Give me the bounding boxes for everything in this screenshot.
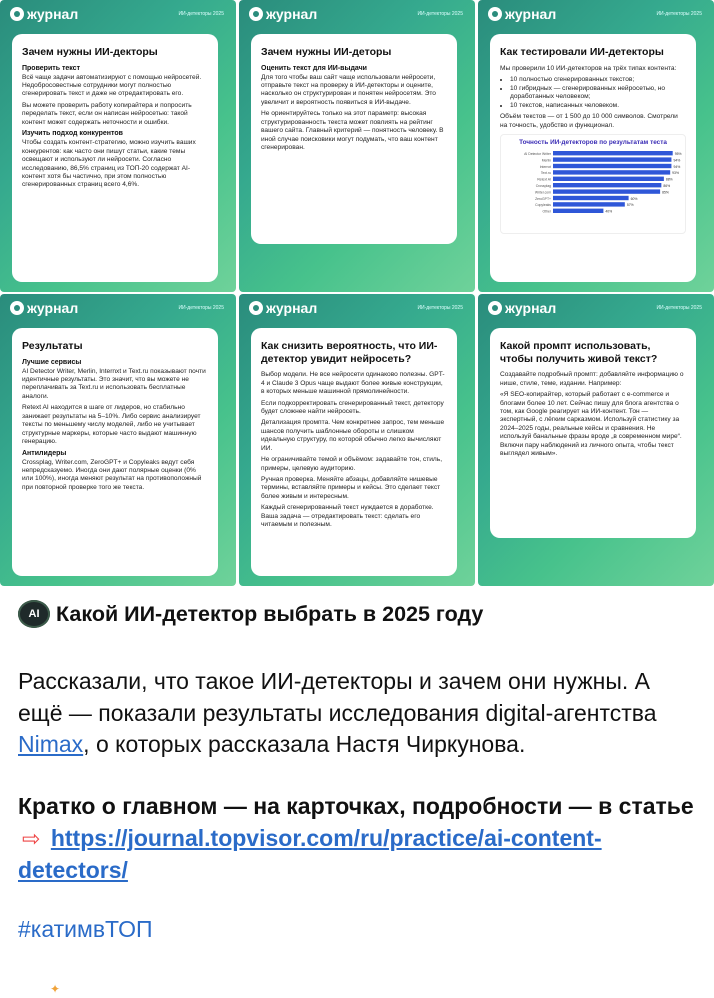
nimax-link[interactable]: Nimax [18,731,84,758]
journal-logo-icon [488,7,502,21]
card-paragraph: Создавайте подробный промпт: добавляйте информацию о нише, стиле, теме, издании. Например: [500,371,684,387]
card-3[interactable] [478,0,714,292]
card-paragraph: Вы можете проверить работу копирайтера и попросить переделать текст, если он написан нейросетью: такой контент может содержать неточности и ошибки. [22,101,192,126]
brand: журнал [249,6,317,22]
chart-tick-label: AI Detector Writer [524,151,551,156]
card-paragraph: Не ограничивайте темой и объёмом: задавайте тон, стиль, примеры, целевую аудиторию. [261,456,443,472]
chart-bar [553,189,660,193]
chart-value-label: 88% [665,177,673,182]
brand: журнал [488,300,556,316]
article-link[interactable]: https://journal.topvisor.com/ru/practice/ai-content-detectors/ [18,824,602,883]
chart-tick-label: Retext AI [537,177,551,182]
chart-tick-label: ZeroGPT+ [535,196,551,201]
chart-bar [553,151,673,155]
chart-tick-label: Internxt [539,164,551,169]
card-paragraph: «Я SEO-копирайтер, который работает с e-commerce и блогами более 10 лет. Сейчас пишу для блога агентства о том, как Google реагирует на ИИ-контент. Тон — экспертный, с лёгким сарказмом. Используй статистику за 2024–2025 годы, реальные кейсы и сравнения. Не используй банальные фразы вроде „в современном мире“. Включи пару наблюдений из личного опыта, чтобы текст выглядел живым». [500,391,682,458]
chart-value-label: 94% [673,164,681,169]
card-paragraph: Crossplag, Writer.com, ZeroGPT+ и Copyleaks ведут себя непредсказуемо. Иногда они дают полярные оценки (0% или 100%), иногда меняют результат на противоположный при повторной проверке того же текста. [22,458,202,491]
brand: журнал [249,300,317,316]
chart-value-label: 95% [674,151,682,156]
card-tag: ИИ-детекторы 2025 [656,11,702,17]
chart-value-label: 93% [672,170,679,175]
journal-logo-icon [249,7,263,21]
card-title: Зачем нужны ИИ-декторы [22,46,158,58]
card-paragraph: Чтобы создать контент-стратегию, можно изучить ваших конкурентов: как часто они пишут статьи, какие темы освещают и используют ли нейросети. Согласно исследованию, 86,5% страниц из ТОП-20 содержат AI-контент хотя бы частично, при этом полностью сгенерированных страниц всего 4,6%. [22,139,196,189]
card-panel [490,328,696,538]
card-subheading: Антилидеры [22,449,67,457]
ai-brain-icon: AI [18,600,50,628]
card-tag: ИИ-детекторы 2025 [417,305,463,311]
post-paragraph-2: Кратко о главном — на карточках, подробности — в статье ⇨ https://journal.topvisor.com/ru/practice/ai-content-detectors/ [18,793,694,883]
card-title: Результаты [22,340,83,352]
chart-bar [553,195,629,199]
card-4[interactable] [0,294,236,586]
card-6[interactable] [478,294,714,586]
card-tag: ИИ-детекторы 2025 [656,305,702,311]
brand: журнал [10,6,78,22]
journal-logo-icon [10,7,24,21]
chart-bar [553,176,664,180]
chart-svg [507,149,691,217]
chart-tick-label: Other [542,209,551,214]
card-subheading: Проверить текст [22,64,80,72]
chart-value-label: 60% [630,196,638,201]
card-subheading: Лучшие сервисы [22,358,82,366]
journal-logo-icon [488,301,502,315]
sparkle-icon: ✦ [50,982,61,996]
chart-value-label: 40% [605,209,613,214]
card-paragraph: Ручная проверка. Меняйте абзацы, добавляйте нишевые термины, вставляйте примеры и кейсы. Это сделает текст более живым и интересным. [261,476,441,500]
list-item: • 10 полностью сгенерированных текстов; [510,76,686,85]
card-1[interactable] [0,0,236,292]
list-item: • 10 гибридных — сгенерированных нейросетью, но доработанных человеком; [510,85,686,102]
bullet-list [510,76,686,110]
card-paragraph: Retext AI находится в шаге от лидеров, но стабильно занижает результаты на 5–10%. Либо сервис анализирует тексты по меньшему числу моделей, либо не учитывает структурные маркеры, которые часто выдают машинную генерацию. [22,404,201,446]
accuracy-chart [500,134,686,234]
chart-tick-label: Crossplag [535,183,551,188]
card-paragraph: Детализация промпта. Чем конкретнее запрос, тем меньше шансов получить шаблонные обороты и слишком идеальную структуру, по которой обычно легко вычисляют ИИ. [261,419,445,452]
list-item: • 10 текстов, написанных человеком. [510,102,686,111]
chart-bar [553,202,625,206]
card-title: Как тестировали ИИ-детекторы [500,46,664,58]
card-panel [251,34,457,244]
card-paragraph: Выбор модели. Не все нейросети одинаково полезны. GPT-4 и Claude 3 Opus чаще выдают более живые конструкции, в которых меньше машинной прямолинейности. [261,371,445,396]
chart-bar [553,208,603,212]
card-subheading: Изучить подход конкурентов [22,130,123,138]
card-title: Какой промпт использовать, чтобы получить живой текст? [500,340,658,365]
card-paragraph: Каждый сгенерированный текст нуждается в доработке. Ваша задача — отредактировать текст: сделать его читаемым и полезным. [261,504,434,529]
arrow-right-icon: ⇨ [22,825,41,851]
chart-value-label: 85% [662,189,669,194]
card-panel [490,34,696,282]
chart-bar [553,157,671,161]
chart-bar [553,183,661,187]
chart-value-label: 94% [673,157,681,162]
post-body [18,600,698,943]
post-title-row [18,600,698,628]
card-panel [12,34,218,282]
chart-tick-label: Text.ru [540,170,551,175]
card-paragraph: Не ориентируйтесь только на этот параметр: высокая структурированность текста может повлиять на рейтинг вашего сайта. Главный критерий — понятность человеку. В иной случае поисковики могут подумать, что ваш контент сгенерирован. [261,110,444,152]
card-panel [251,328,457,576]
card-2[interactable] [239,0,475,292]
chart-bar [553,170,670,174]
card-5[interactable] [239,294,475,586]
card-paragraph: Если подкорректировать сгенерированный текст, детектору будет сложнее найти нейросеть. [261,399,444,415]
card-tag: ИИ-детекторы 2025 [178,305,224,311]
hashtag-link[interactable]: #катимвТОП [18,916,153,943]
chart-tick-label: Writer.com [534,189,551,194]
card-paragraph: AI Detector Writer, Merlin, Internxt и Text.ru показывают почти идентичные результаты. Это значит, что вы можете не переплачивать за Text.ru и использовать бесплатные аналоги. [22,367,206,400]
card-outro: Объём текстов — от 1 500 до 10 000 символов. Смотрели на точность, удобство и функционал. [500,113,678,129]
chart-bar [553,163,671,167]
post-title: Какой ИИ-детектор выбрать в 2025 году [56,601,484,626]
card-tag: ИИ-детекторы 2025 [178,11,224,17]
post-paragraph-1: Рассказали, что такое ИИ-детекторы и зачем они нужны. А ещё — показали результаты исследования digital-агентства Nimax, о которых рассказала Настя Чиркунова. [18,668,657,758]
card-tag: ИИ-детекторы 2025 [417,11,463,17]
journal-logo-icon [249,301,263,315]
chart-title: Точность ИИ-детекторов по результатам теста [519,139,667,147]
chart-tick-label: Copyleaks [535,202,551,207]
chart-value-label: 57% [626,202,634,207]
card-intro: Мы проверили 10 ИИ-детекторов на трёх типах контента: [500,64,677,72]
card-subheading: Оценить текст для ИИ-выдачи [261,64,367,72]
card-paragraph: Для того чтобы ваш сайт чаще использовали нейросети, отправьте текст на проверку в ИИ-детекторы и оцените, насколько он структурирован и понятен нейросетям. Это увеличит и вероятность появиться в ИИ-выдаче. [261,73,436,106]
card-panel [12,328,218,576]
card-title: Зачем нужны ИИ-деторы [261,46,392,58]
chart-value-label: 86% [663,183,671,188]
chart-tick-label: Merlin [541,157,551,162]
brand: журнал [488,6,556,22]
journal-logo-icon [10,301,24,315]
card-paragraph: Всё чаще задачи автоматизируют с помощью нейросетей. Недобросовестные сотрудники могут полностью сгенерировать текст и даже не отредактировать его. [22,73,202,98]
card-title: Как снизить вероятность, что ИИ-детектор увидит нейросеть? [261,340,438,365]
brand: журнал [10,300,78,316]
